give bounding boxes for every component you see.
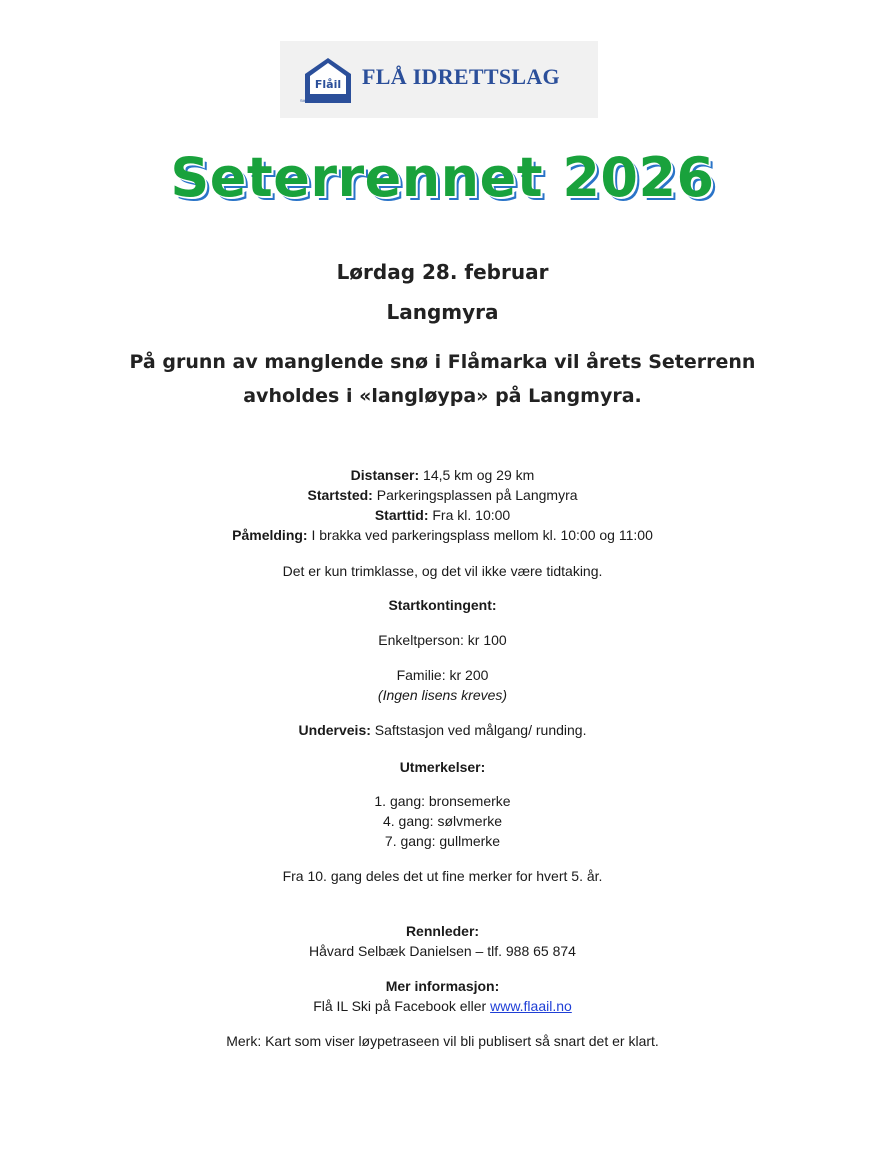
more-info-heading: Mer informasjon:: [385, 978, 500, 994]
awards-note: Fra 10. gang deles det ut fine merker for hvert 5. år.: [282, 868, 603, 884]
fee-family: Familie: kr 200: [396, 667, 489, 683]
more-info-row: [0, 996, 885, 1016]
leader-value: Håvard Selbæk Danielsen – tlf. 988 65 874: [309, 943, 576, 959]
license-note: (Ingen lisens kreves): [377, 687, 508, 703]
distances-row: [0, 465, 885, 485]
notice-line-2: avholdes i «langløypa» på Langmyra.: [243, 385, 642, 407]
distances-label: Distanser:: [350, 467, 420, 483]
registration-value: I brakka ved parkeringsplass mellom kl. 10:00 og 11:00: [307, 527, 653, 543]
start-time-label: Starttid:: [374, 507, 429, 523]
fee-heading: Startkontingent:: [388, 597, 497, 613]
start-place-row: [0, 485, 885, 505]
distances-value: 14,5 km og 29 km: [419, 467, 535, 483]
underway-label: Underveis:: [298, 722, 371, 738]
emblem-text: Flåil: [314, 78, 342, 91]
start-time-row: [0, 505, 885, 525]
registration-label: Påmelding:: [232, 527, 308, 543]
page-title: Seterrennet 2026: [170, 146, 715, 209]
award-item: 7. gang: gullmerke: [384, 833, 501, 849]
club-name: FLÅ IDRETTSLAG: [362, 64, 560, 89]
leader-heading: Rennleder:: [405, 923, 480, 939]
award-item: 4. gang: sølvmerke: [382, 813, 503, 829]
more-info-text: Flå IL Ski på Facebook eller: [313, 998, 491, 1014]
awards-heading: Utmerkelser:: [399, 759, 486, 775]
start-place-label: Startsted:: [307, 487, 373, 503]
registration-row: [0, 525, 885, 545]
start-time-value: Fra kl. 10:00: [428, 507, 511, 523]
details: [0, 465, 885, 545]
fee-single: Enkeltperson: kr 100: [378, 632, 507, 648]
remark: Merk: Kart som viser løypetraseen vil bli publisert så snart det er klart.: [226, 1033, 659, 1049]
underway-row: [0, 720, 885, 740]
class-info: Det er kun trimklasse, og det vil ikke være tidtaking.: [282, 563, 603, 579]
start-place-value: Parkeringsplassen på Langmyra: [372, 487, 578, 503]
event-location: Langmyra: [386, 300, 499, 324]
awards-list: [0, 791, 885, 851]
event-date: Lørdag 28. februar: [336, 260, 549, 284]
club-logo: [280, 41, 598, 118]
underway-value: Saftstasjon ved målgang/ runding.: [370, 722, 587, 738]
award-item: 1. gang: bronsemerke: [374, 793, 511, 809]
notice-line-1: På grunn av manglende snø i Flåmarka vil årets Seterrenn: [129, 351, 756, 373]
founded-text: Stiftet 18.2.1904: [300, 98, 330, 103]
website-link[interactable]: www.flaail.no: [490, 998, 572, 1014]
